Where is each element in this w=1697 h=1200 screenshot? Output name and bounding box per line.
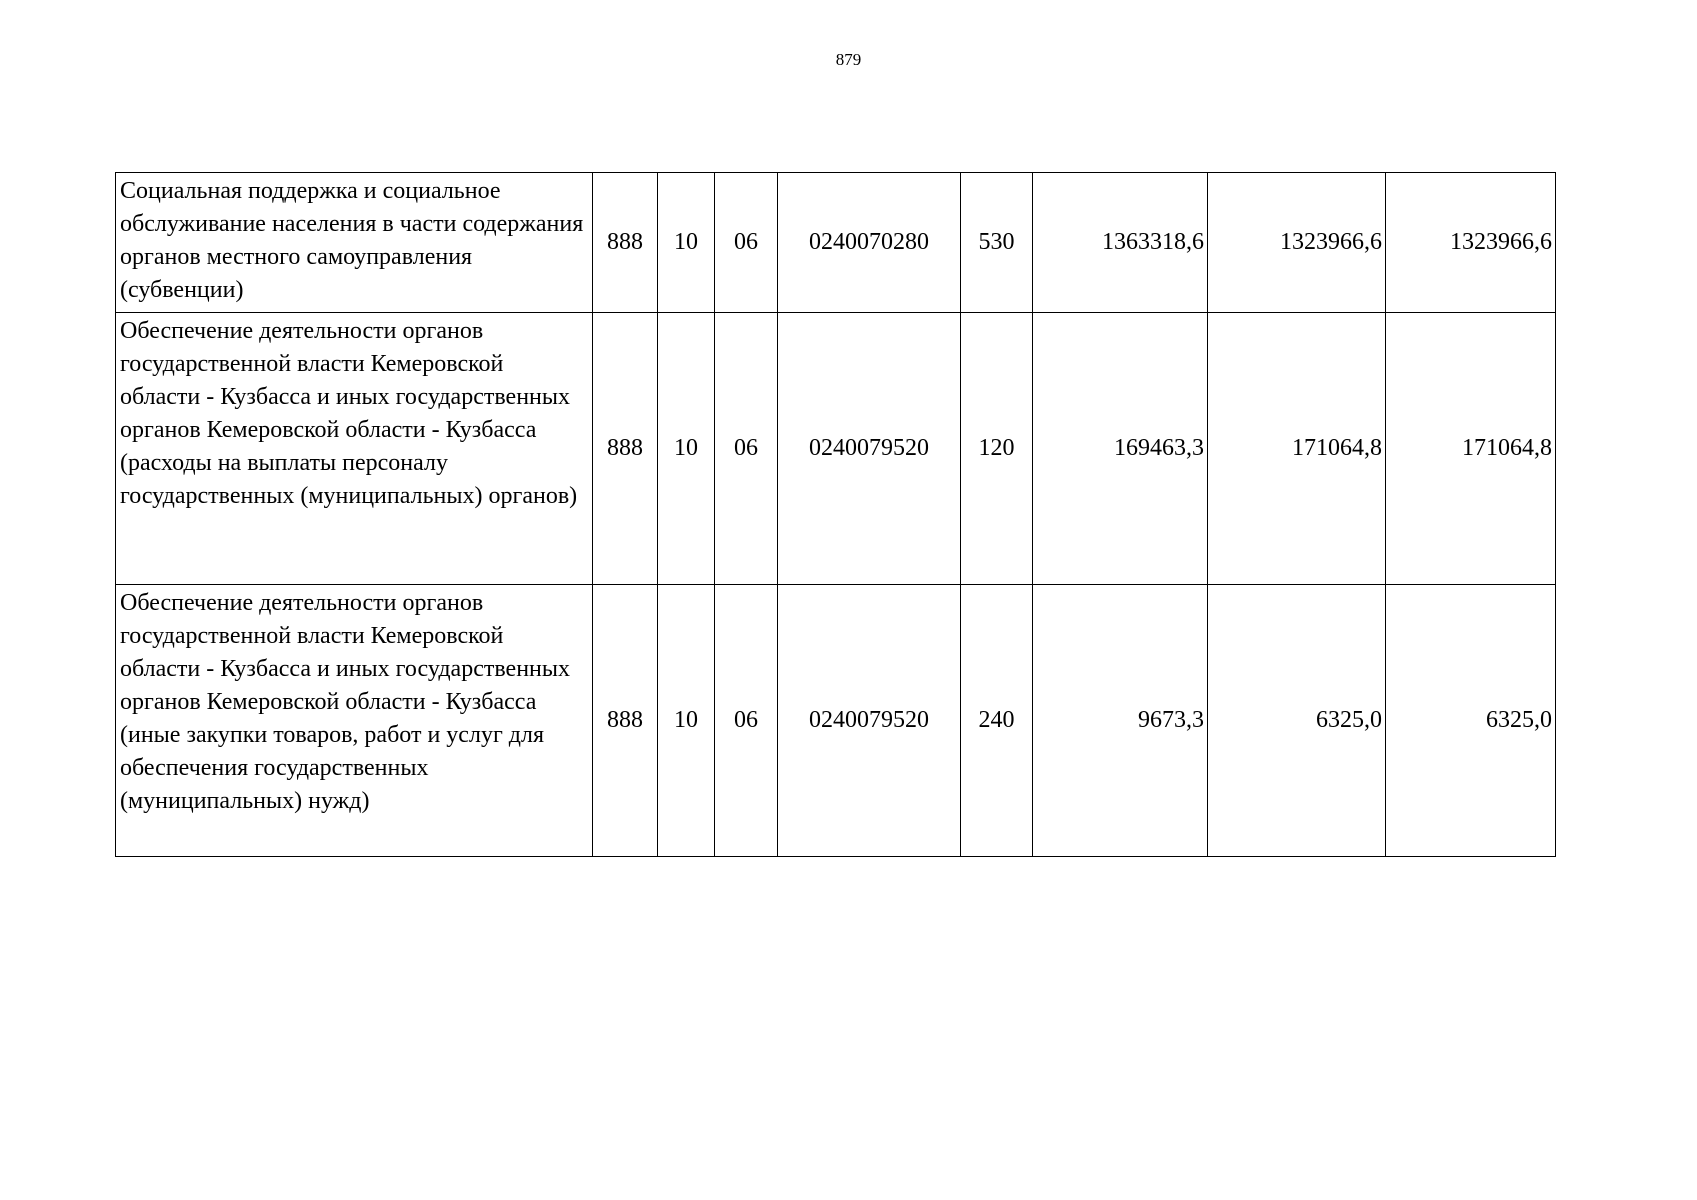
subsection-code: 06 — [715, 313, 778, 585]
row-description: Социальная поддержка и социальное обслуживание населения в части содержания органов местного самоуправления (субвенции) — [116, 173, 593, 313]
ministry-code: 888 — [593, 585, 658, 857]
budget-table — [115, 172, 1556, 857]
amount-1: 9673,3 — [1033, 585, 1208, 857]
amount-3: 6325,0 — [1386, 585, 1556, 857]
target-article-code: 0240079520 — [778, 313, 961, 585]
row-description: Обеспечение деятельности органов государственной власти Кемеровской области - Кузбасса и иных государственных органов Кемеровской области - Кузбасса (иные закупки товаров, работ и услуг для обеспечения государственных (муниципальных) нужд) — [116, 585, 593, 857]
ministry-code: 888 — [593, 313, 658, 585]
row-description: Обеспечение деятельности органов государственной власти Кемеровской области - Кузбасса и иных государственных органов Кемеровской области - Кузбасса (расходы на выплаты персоналу государственных (муниципальных) органов) — [116, 313, 593, 585]
subsection-code: 06 — [715, 173, 778, 313]
amount-3: 171064,8 — [1386, 313, 1556, 585]
table-row — [116, 313, 1556, 585]
ministry-code: 888 — [593, 173, 658, 313]
amount-1: 1363318,6 — [1033, 173, 1208, 313]
target-article-code: 0240079520 — [778, 585, 961, 857]
table-row — [116, 585, 1556, 857]
expense-type-code: 120 — [961, 313, 1033, 585]
amount-2: 1323966,6 — [1208, 173, 1386, 313]
subsection-code: 06 — [715, 585, 778, 857]
amount-1: 169463,3 — [1033, 313, 1208, 585]
expense-type-code: 530 — [961, 173, 1033, 313]
section-code: 10 — [658, 585, 715, 857]
target-article-code: 0240070280 — [778, 173, 961, 313]
table-row — [116, 173, 1556, 313]
amount-2: 6325,0 — [1208, 585, 1386, 857]
section-code: 10 — [658, 173, 715, 313]
section-code: 10 — [658, 313, 715, 585]
expense-type-code: 240 — [961, 585, 1033, 857]
amount-3: 1323966,6 — [1386, 173, 1556, 313]
page-number: 879 — [835, 50, 862, 69]
amount-2: 171064,8 — [1208, 313, 1386, 585]
